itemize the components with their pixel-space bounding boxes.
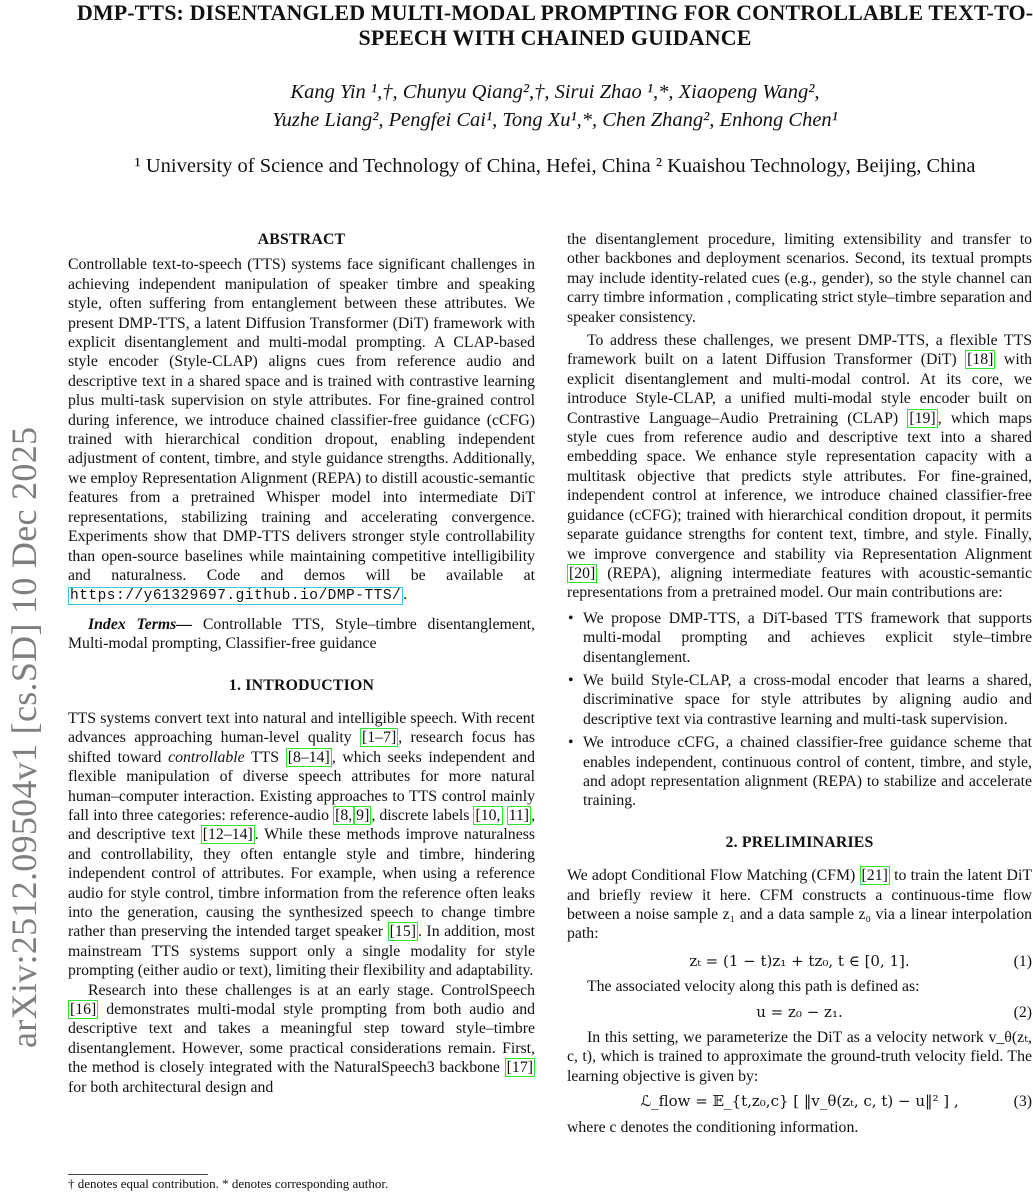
prelim-paragraph-3: In this setting, we parameterize the DiT as a velocity network v_θ(zₜ, c, t), which is trained to approximate the ground-truth velocity field. The learning objective is given by:	[567, 1029, 1032, 1085]
citation-link[interactable]: [20]	[569, 564, 596, 582]
footnote: † denotes equal contribution. * denotes corresponding author.	[68, 1176, 389, 1191]
citation-link[interactable]: [17]	[506, 1059, 533, 1077]
equation-3-number: (3)	[1013, 1093, 1032, 1111]
contribution-item: • We introduce cCFG, a chained classifier-free guidance scheme that enables independent, continuous control of content, timbre, and style, and adopt representation alignment (REPA) to stabilize and accelerate training.	[583, 733, 1032, 811]
citation-link[interactable]: [16]	[70, 1001, 97, 1019]
equation-1-body: zₜ = (1 − t)z₁ + tz₀, t ∈ [0, 1].	[689, 951, 910, 970]
paper-title: DMP-TTS: DISENTANGLED MULTI-MODAL PROMPTING FOR CONTROLLABLE TEXT-TO-SPEECH WITH CHAINED GUIDANCE	[76, 0, 1033, 50]
citation-link[interactable]: 11]	[508, 806, 530, 824]
citation-link[interactable]: [18]	[967, 351, 994, 369]
citation-link[interactable]: 9]	[356, 806, 370, 824]
prelim-paragraph-1: We adopt Conditional Flow Matching (CFM) [21] to train the latent DiT and briefly review it here. CFM constructs a continuous-time flow between a noise sample z₁ and a data sample z₀ via a linear interpolation path:	[567, 867, 1032, 943]
equation-1	[567, 952, 1032, 971]
prelim-paragraph-4: where c denotes the conditioning information.	[567, 1118, 859, 1136]
intro-paragraph-2: Research into these challenges is at an early stage. ControlSpeech [16] demonstrates multi-modal style prompting from both audio and descriptive text and takes a meaningful step toward style–timbre disentanglement. However, some practical considerations remain. First, the method is closely integrated with the NaturalSpeech3 backbone [17] for both architectural design and	[68, 981, 535, 1096]
contribution-list	[567, 609, 1032, 811]
citation-link[interactable]: [8–14]	[287, 748, 330, 766]
citation-link[interactable]: [1–7]	[362, 729, 397, 747]
equation-3	[567, 1092, 1032, 1111]
equation-1-number: (1)	[1013, 952, 1032, 970]
abstract-heading: ABSTRACT	[257, 231, 346, 248]
project-url-link[interactable]: https://y61329697.github.io/DMP-TTS/	[70, 588, 402, 605]
footnote-rule	[68, 1174, 208, 1175]
citation-link[interactable]: [19]	[909, 409, 936, 427]
equation-2	[567, 1003, 1032, 1022]
author-list	[60, 78, 1033, 134]
authors-line-1: Kang Yin ¹,†, Chunyu Qiang²,†, Sirui Zhao ¹,*, Xiaopeng Wang²,	[290, 81, 820, 103]
citation-link[interactable]: [12–14]	[202, 826, 253, 844]
abstract-text: Controllable text-to-speech (TTS) systems face significant challenges in achieving independent manipulation of speaker timbre and speaking style, often suffering from entanglement between these attributes. We present DMP-TTS, a latent Diffusion Transformer (DiT) framework with explicit disentanglement and multi-modal prompting. A CLAP-based style encoder (Style-CLAP) aligns cues from reference audio and descriptive text in a shared space and is trained with contrastive learning plus multi-task supervision on style attributes. For fine-grained control during inference, we introduce chained classifier-free guidance (cCFG) trained with hierarchical condition dropout, enabling independent adjustment of content, timbre, and style guidance strengths. Additionally, we employ Representation Alignment (REPA) to distill acoustic-semantic features from a pretrained Whisper model into intermediate DiT representations, stabilizing training and accelerating convergence. Experiments show that DMP-TTS delivers stronger style controllability than open-source baselines while maintaining competitive intelligibility and naturalness. Code and demos will be available at https://y61329697.github.io/DMP-TTS/ .	[68, 256, 535, 605]
right-column	[567, 230, 1032, 1137]
preliminaries-heading: 2. PRELIMINARIES	[725, 833, 874, 851]
right-paragraph-1: To address these challenges, we present DMP-TTS, a flexible TTS framework built on a latent Diffusion Transformer (DiT) [18] with explicit disentanglement and multi-modal control. At its core, we introduce Style-CLAP, a unified multi-modal style encoder built on Contrastive Language–Audio Pretraining (CLAP) [19] , which maps style cues from reference audio and descriptive text into a shared embedding space. We enhance style representation capacity with a multitask objective that predicts style attributes. For fine-grained, independent control at inference, we introduce chained classifier-free guidance (cCFG); trained with hierarchical condition dropout, it permits separate guidance strengths for content text, timbre, and style. Finally, we improve convergence and stability via Representation Alignment [20] (REPA), aligning intermediate features with acoustic-semantic representations from a pretrained model. Our main contributions are:	[567, 332, 1032, 602]
prelim-paragraph-2: The associated velocity along this path is defined as:	[587, 978, 920, 996]
index-terms-label: Index Terms—	[88, 615, 193, 633]
citation-link[interactable]: [15]	[389, 923, 416, 941]
right-paragraph-0: the disentanglement procedure, limiting extensibility and transfer to other backbones and deployment scenarios. Second, its textual prompts may include identity-related cues (e.g., gender), so the style channel can carry timbre information , complicating strict style–timbre separation and speaker consistency.	[567, 231, 1032, 326]
citation-link[interactable]: [21]	[861, 867, 888, 885]
equation-3-body: ℒ_flow = 𝔼_{t,z₀,c} [ ‖v_θ(zₜ, c, t) − u‖² ] ,	[640, 1092, 959, 1111]
contribution-item: • We propose DMP-TTS, a DiT-based TTS framework that supports multi-modal prompting and achieves explicit style–timbre disentanglement.	[583, 609, 1032, 667]
left-column	[68, 230, 535, 1097]
index-terms: Index Terms— Controllable TTS, Style–timbre disentanglement, Multi-modal prompting, Classifier-free guidance	[68, 615, 535, 653]
citation-link[interactable]: [8,	[335, 806, 353, 824]
introduction-heading: 1. INTRODUCTION	[228, 676, 375, 694]
authors-line-2: Yuzhe Liang², Pengfei Cai¹, Tong Xu¹,*, Chen Zhang², Enhong Chen¹	[272, 109, 838, 131]
intro-paragraph-1: TTS systems convert text into natural and intelligible speech. With recent advances approaching human-level quality [1–7] , research focus has shifted toward controllable TTS [8–14] , which seeks independent and flexible manipulation of diverse speech attributes for more natural human–computer interaction. Existing approaches to TTS control mainly fall into three categories: reference-audio [8, 9] , discrete labels [10, 11] , and descriptive text [12–14] . While these methods improve naturalness and controllability, they often entangle style and timbre, hindering independent control of attributes. For example, when using a reference audio for style control, timbre information from the reference often leaks into the generation, causing the synthesized speech to change timbre rather than preserving the intended target speaker [15] . In addition, most mainstream TTS systems support only a single modality for style prompting (either audio or text), limiting their flexibility and adaptability.	[68, 709, 536, 980]
citation-link[interactable]: [10,	[475, 806, 501, 824]
equation-2-number: (2)	[1013, 1003, 1032, 1021]
affiliations: ¹ University of Science and Technology of China, Hefei, China ² Kuaishou Technology, Beijing, China	[134, 155, 976, 177]
contribution-item: • We build Style-CLAP, a cross-modal encoder that learns a shared, discriminative space for style attributes by aligning audio and descriptive text via contrastive learning and multi-task supervision.	[583, 671, 1032, 729]
arxiv-identifier: arXiv:2512.09504v1 [cs.SD] 10 Dec 2025	[4, 426, 44, 1048]
equation-2-body: u = z₀ − z₁.	[756, 1002, 843, 1021]
